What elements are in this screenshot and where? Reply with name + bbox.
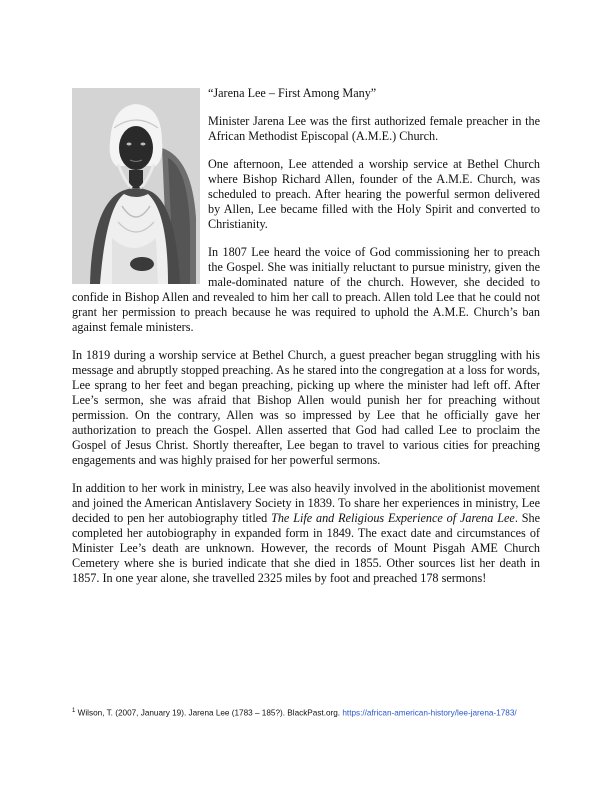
article-title: “Jarena Lee – First Among Many” [208, 86, 377, 100]
paragraph-later-life [72, 481, 540, 586]
paragraph-intro: Minister Jarena Lee was the first authorized female preacher in the African Methodist Episcopal (A.M.E.) Church. [208, 114, 540, 143]
article-body [72, 86, 540, 599]
autobiography-title: The Life and Religious Experience of Jarena Lee [271, 511, 515, 525]
paragraph-first-sermon: In 1819 during a worship service at Bethel Church, a guest preacher began struggling with his message and abruptly stopped preaching. As he stared into the congregation at a loss for words, Lee sprang to her feet and began preaching, picking up where the minister had left off. After Lee’s sermon, she was afraid that Bishop Allen would punish her for preaching without permission. On the contrary, Allen was so impressed by Lee that he officially gave her authorization to preach the Gospel. Allen asserted that God had called Lee to proclaim the Gospel of Jesus Christ. Shortly thereafter, Lee began to travel to various cities for preaching engagements and was highly praised for her powerful sermons. [72, 348, 540, 467]
footnote-citation: Wilson, T. (2007, January 19). Jarena Lee (1783 – 185?). BlackPast.org. [77, 708, 343, 718]
footnote-link[interactable]: https://african-american-history/lee-jarena-1783/ [342, 708, 517, 718]
paragraph-later-life-part-1: In addition to her work in ministry, Lee was also heavily involved in the abolitionist movement and joined the American Antislavery Society in 1839. To share her experiences in ministry, Lee decided to pen her autobiography titled [72, 481, 540, 525]
footnote-marker: 1 [72, 708, 76, 714]
paragraph-later-life-part-2: . She completed her autobiography in expanded form in 1849. The exact date and circumstances of Minister Lee’s death are unknown. However, the records of Mount Pisgah AME Church Cemetery where she is buried indicate that she died in 1855. Other sources list her death in 1857. In one year alone, she travelled 2325 miles by foot and preached 178 sermons! [72, 511, 541, 585]
paragraph-conversion: One afternoon, Lee attended a worship service at Bethel Church where Bishop Richard Allen, founder of the A.M.E. Church, was scheduled to preach. After hearing the powerful sermon delivered by Allen, Lee became filled with the Holy Spirit and converted to Christianity. [208, 157, 540, 231]
footnote [72, 706, 540, 719]
image-float-spacer [72, 86, 208, 284]
paragraph-calling: In 1807 Lee heard the voice of God commissioning her to preach the Gospel. She was initially reluctant to pursue ministry, given the male-dominated nature of the church. However, she decided to confide in Bishop Allen and revealed to him her call to preach. Allen told Lee that he could not grant her permission to preach because he was required to uphold the A.M.E. Church’s ban against female ministers. [72, 245, 540, 334]
